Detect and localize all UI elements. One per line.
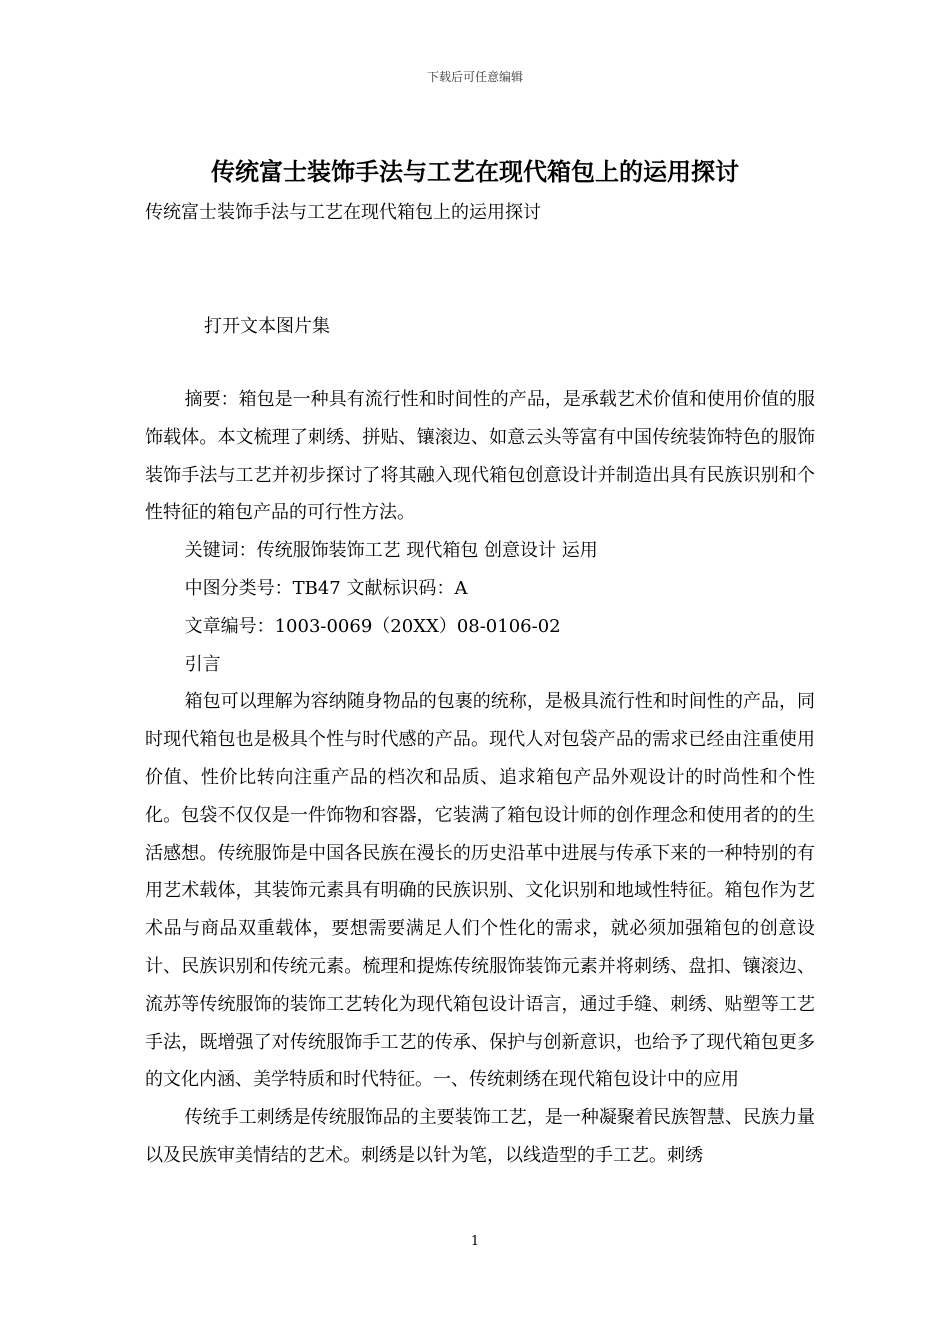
- page-number: 1: [470, 1234, 480, 1249]
- introduction-heading: 引言: [184, 653, 221, 675]
- article-number-line: 文章编号：1003-0069（20XX）08-0106-02: [184, 615, 561, 637]
- header-note: 下载后可任意编辑: [426, 70, 523, 84]
- introduction-paragraph: 箱包可以理解为容纳随身物品的包裹的统称，是极具流行性和时间性的产品，同时现代箱包也是极具个性与时代感的产品。现代人对包袋产品的需求已经由注重使用价值、性价比转向注重产品的档次和品质、追求箱包产品外观设计的时尚性和个性化。包袋不仅仅是一件饰物和容器，它装满了箱包设计师的创作理念和使用者的的生活感想。传统服饰是中国各民族在漫长的历史沿革中进展与传承下来的一种特别的有用艺术载体，其装饰元素具有明确的民族识别、文化识别和地域性特征。箱包作为艺术品与商品双重载体，要想需要满足人们个性化的需求，就必须加强箱包的创意设计、民族识别和传统元素。梳理和提炼传统服饰装饰元素并将刺绣、盘扣、镶滚边、流苏等传统服饰的装饰工艺转化为现代箱包设计语言，通过手缝、刺绣、贴塑等工艺手法，既增强了对传统服饰手工艺的传承、保护与创新意识，也给予了现代箱包更多的文化内涵、美学特质和时代特征。一、传统刺绣在现代箱包设计中的应用: [145, 691, 815, 1091]
- document-body: [145, 381, 815, 1175]
- classification-line: 中图分类号：TB47 文献标识码：A: [184, 577, 468, 599]
- document-title: 传统富士装饰手法与工艺在现代箱包上的运用探讨: [211, 158, 739, 186]
- document-subtitle: 传统富士装饰手法与工艺在现代箱包上的运用探讨: [145, 202, 541, 223]
- embroidery-paragraph: 传统手工刺绣是传统服饰品的主要装饰工艺，是一种凝聚着民族智慧、民族力量以及民族审美情结的艺术。刺绣是以针为笔，以线造型的手工艺。刺绣: [145, 1107, 815, 1166]
- open-image-gallery-link[interactable]: 打开文本图片集: [204, 316, 330, 337]
- keywords-line: 关键词：传统服饰装饰工艺 现代箱包 创意设计 运用: [184, 540, 598, 562]
- abstract-paragraph: 摘要：箱包是一种具有流行性和时间性的产品，是承载艺术价值和使用价值的服饰载体。本文梳理了刺绣、拼贴、镶滚边、如意云头等富有中国传统装饰特色的服饰装饰手法与工艺并初步探讨了将其融入现代箱包创意设计并制造出具有民族识别和个性特征的箱包产品的可行性方法。: [145, 389, 815, 524]
